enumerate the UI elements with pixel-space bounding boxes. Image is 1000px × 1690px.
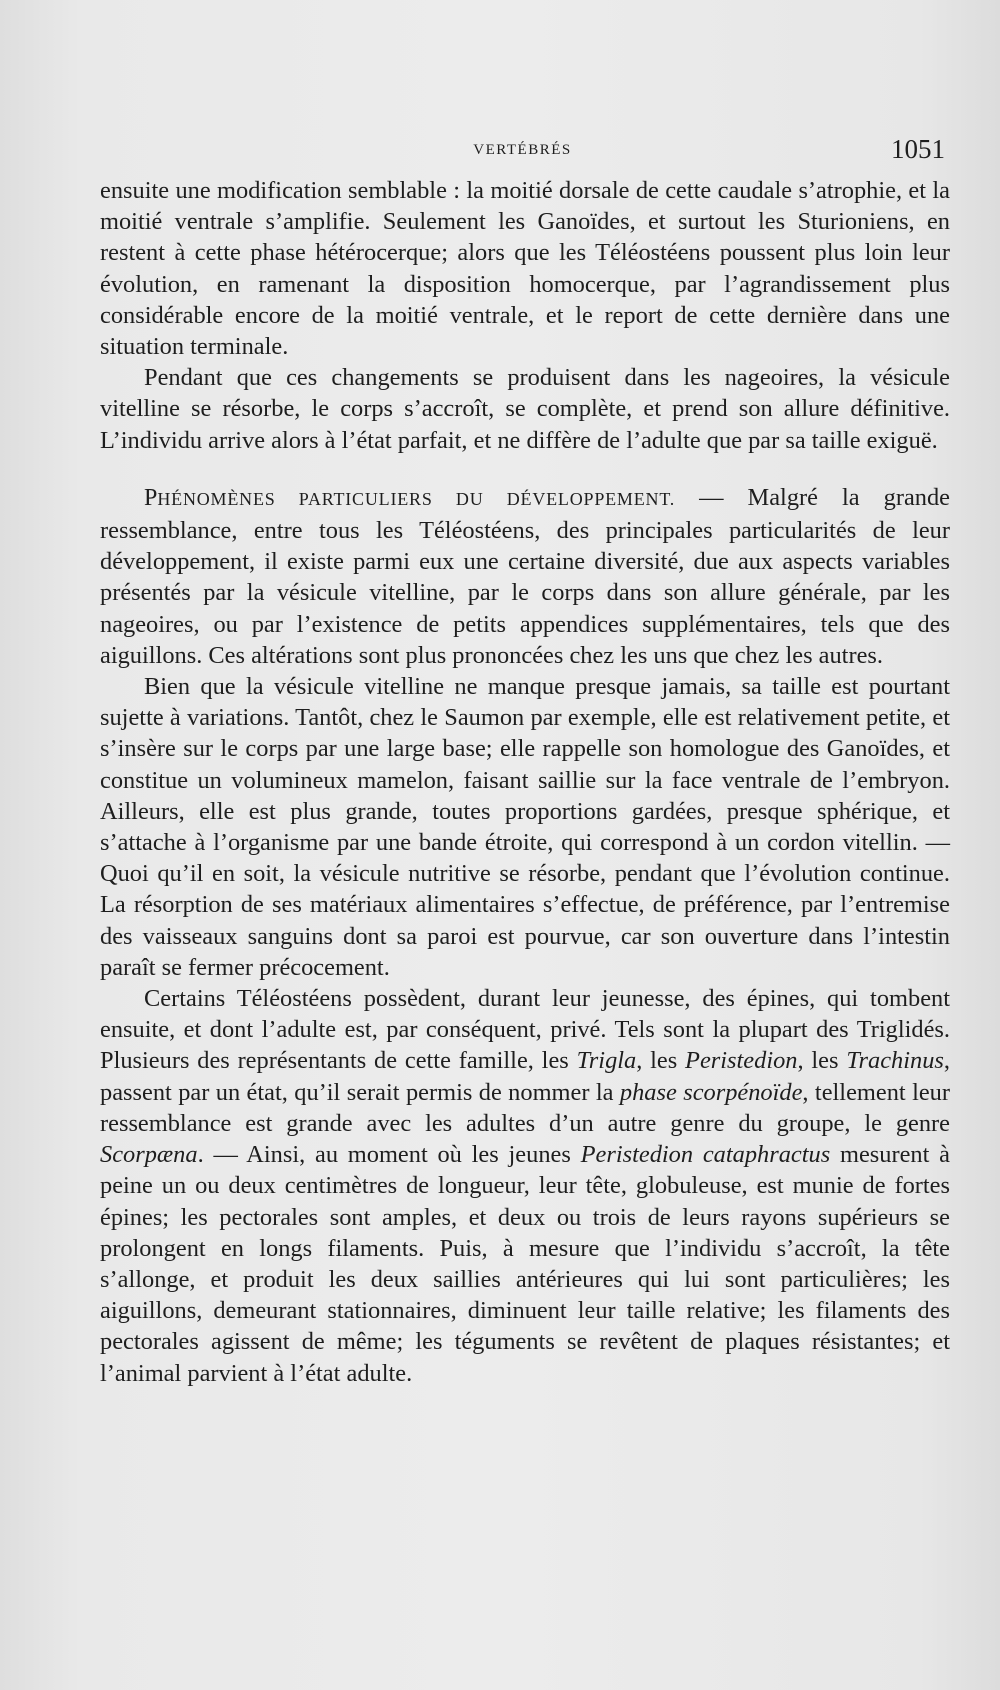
body-text bbox=[100, 175, 950, 1389]
section-heading-initial: P bbox=[144, 484, 158, 511]
text-run: , tellement leur ressemblance est grande avec les adultes d’un autre genre du groupe, le genre bbox=[100, 1078, 951, 1137]
page-header bbox=[100, 134, 945, 168]
text-run: , les bbox=[797, 1047, 847, 1075]
text-run: mesurent à peine un ou deux centimètres de longueur, leur tête, globuleuse, est munie de fortes épines; les pectorales sont amples, et deux ou trois de leurs rayons supérieurs se prolongent en longs filaments. Puis, à mesure que l’individu s’accroît, la tête s’allonge, et produit les deux saillies antérieures qui lui sont particulières; les aiguillons, demeurant stationnaires, diminuent leur taille relative; les filaments des pectorales agissent de même; les téguments se revêtent de plaques résistantes; et l’animal parvient à l’état adulte. bbox=[100, 1141, 950, 1387]
taxon-peristedion: Peristedion bbox=[685, 1047, 798, 1075]
taxon-trigla: Trigla bbox=[576, 1047, 637, 1075]
text-run: Certains Téléostéens possèdent, durant leur jeunesse, des épines, qui tombent ensuite, et dont l’adulte est, par conséquent, privé. Tels sont la plupart des Triglidés. Plusieurs des représentants de cette famille, les bbox=[100, 985, 950, 1075]
paragraph-continuation: ensuite une modification semblable : la moitié dorsale de cette caudale s’atrophie, et la moitié ventrale s’amplifie. Seulement les Ganoïdes, et surtout les Sturioniens, en restent à cette phase hétérocerque; alors que les Téléostéens poussent plus loin leur évolution, en ramenant la disposition homocerque, par l’agrandissement plus considérable encore de la moitié ventrale, et le report de cette dernière dans une situation terminale. bbox=[100, 177, 950, 361]
taxon-peristedion-cataphractus: Peristedion cataphractus bbox=[580, 1141, 831, 1169]
text-run: . — Ainsi, au moment où les jeunes bbox=[197, 1141, 581, 1169]
text-run: , les bbox=[636, 1047, 686, 1075]
text-run: , passent par un état, qu’il serait permis de nommer la bbox=[100, 1047, 951, 1106]
paragraph-yolk-resorption: Pendant que ces changements se produisent dans les nageoires, la vésicule vitelline se résorbe, le corps s’accroît, se complète, et prend son allure définitive. L’individu arrive alors à l’état parfait, et ne diffère de l’adulte que par sa taille exiguë. bbox=[100, 364, 950, 454]
section-heading-text: HÉNOMÈNES PARTICULIERS DU DÉVELOPPEMENT. bbox=[157, 488, 676, 509]
page-number: 1051 bbox=[891, 134, 945, 164]
section-heading bbox=[144, 484, 676, 511]
section-body: — Malgré la grande ressemblance, entre tous les Téléostéens, des principales particularités de leur développement, il existe parmi eux une certaine diversité, due aux aspects variables présentés par la vésicule vitelline, par le corps dans son allure générale, par les nageoires, ou par l’existence de petits appendices supplémentaires, tels que des aiguillons. Ces altérations sont plus prononcées chez les uns que chez les autres. bbox=[100, 483, 950, 669]
taxon-scorpaena: Scorpæna bbox=[100, 1141, 198, 1169]
paragraph-section-heading bbox=[100, 482, 950, 671]
term-phase-scorpenoide: phase scorpénoïde bbox=[619, 1078, 803, 1106]
taxon-trachinus: Trachinus bbox=[846, 1047, 944, 1075]
paragraph-spines bbox=[100, 983, 950, 1389]
running-head: VERTÉBRÉS bbox=[473, 142, 572, 158]
paragraph-vitelline-vesicle: Bien que la vésicule vitelline ne manque presque jamais, sa taille est pourtant sujette à variations. Tantôt, chez le Saumon par exemple, elle est relativement petite, et s’insère sur le corps par une large base; elle rappelle son homologue des Ganoïdes, et constitue un volumineux mamelon, faisant saillie sur la face ventrale de l’embryon. Ailleurs, elle est plus grande, toutes proportions gardées, presque sphérique, et s’attache à l’organisme par une bande étroite, qui correspond à un cordon vitellin. — Quoi qu’il en soit, la vésicule nutritive se résorbe, pendant que l’évolution continue. La résorption de ses matériaux alimentaires s’effectue, de préférence, par l’entremise des vaisseaux sanguins dont sa paroi est pourvue, car son ouverture dans l’intestin paraît se fermer précocement. bbox=[100, 673, 950, 981]
